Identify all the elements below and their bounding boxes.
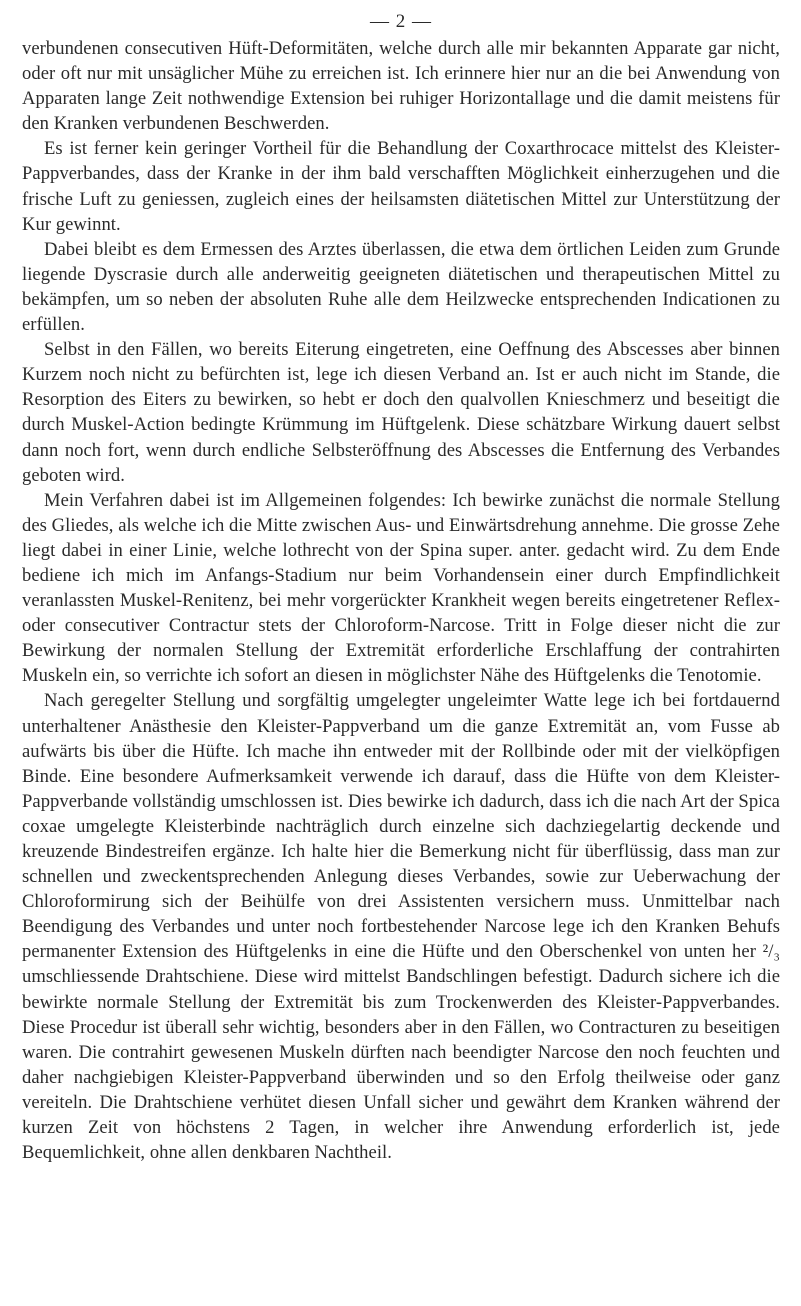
page-number: — 2 — (370, 11, 432, 32)
paragraph-3: Dabei bleibt es dem Ermessen des Arztes überlassen, die etwa dem örtlichen Leiden zum Grunde liegende Dyscrasie durch alle anderweitig geeigneten diätetischen und therapeutischen Mittel zu bekämpfen, um so neben der absoluten Ruhe alle dem Heilzwecke entsprechenden Indicationen zu erfüllen. (22, 238, 780, 336)
paragraph-5: Mein Verfahren dabei ist im Allgemeinen folgendes: Ich bewirke zunächst die normale Stellung des Gliedes, als welche ich die Mitte zwischen Aus- und Einwärtsdrehung annehme. Die grosse Zehe liegt dabei in einer Linie, welche lothrecht von der Spina super. anter. gedacht wird. Zu dem Ende bediene ich mich im Anfangs-Stadium nur beim Vorhandensein einer durch Empfindlichkeit veranlassten Muskel-Renitenz, bei mehr vorgerückter Krankheit wegen bereits eingetretener Reflex- oder consecutiver Contractur stets der Chloroform-Narcose. Tritt in Folge dieser nicht die zur Bewirkung der normalen Stellung der Extremität erforderliche Erschlaffung der contrahirten Muskeln ein, so verrichte ich sofort an diesen in möglichster Nähe des Hüftgelenks die Tenotomie. (22, 489, 780, 687)
document-page (22, 8, 780, 1165)
paragraph-2: Es ist ferner kein geringer Vortheil für die Behandlung der Coxarthrocace mittelst des Kleister-Pappverbandes, dass der Kranke in der ihm bald verschafften Möglichkeit einherzugehen und die frische Luft zu geniessen, zugleich eines der heilsamsten diätetischen Mittel zur Unterstützung der Kur gewinnt. (22, 138, 780, 235)
paragraph-1: verbundenen consecutiven Hüft-Deformitäten, welche durch alle mir bekannten Apparate gar nicht, oder oft nur mit unsäglicher Mühe zu erreichen ist. Ich erinnere hier nur an die bei Anwendung von Apparaten lange Zeit nothwendige Extension bei ruhiger Horizontallage und die damit meistens für den Kranken verbundenen Beschwerden. (22, 38, 780, 135)
paragraph-4: Selbst in den Fällen, wo bereits Eiterung eingetreten, eine Oeffnung des Abscesses aber binnen Kurzem noch nicht zu befürchten ist, lege ich diesen Verband an. Ist er auch nicht im Stande, die Resorption des Eiters zu bewirken, so hebt er doch den qualvollen Knieschmerz und beseitigt die durch Muskel-Action bedingte Krümmung im Hüftgelenk. Diese schätzbare Wirkung dauert selbst dann noch fort, wenn durch endliche Selbsteröffnung des Abscesses die Entfernung des Verbandes geboten wird. (22, 339, 780, 486)
paragraph-6: Nach geregelter Stellung und sorgfältig umgelegter ungeleimter Watte lege ich bei fortdauernd unterhaltener Anästhesie den Kleister-Pappverband um die ganze Extremität an, vom Fusse ab aufwärts bis über die Hüfte. Ich mache ihn entweder mit der Rollbinde oder mit der vielköpfigen Binde. Eine besondere Aufmerksamkeit verwende ich darauf, dass die Hüfte von dem Kleister-Pappverbande vollständig umschlossen ist. Dies bewirke ich dadurch, dass ich die nach Art der Spica coxae umgelegte Kleisterbinde nachträglich durch einzelne sich dachziegelartig deckende und kreuzende Bindestreifen ergänze. Ich halte hier die Bemerkung nicht für überflüssig, dass man zur schnellen und zweckentsprechenden Anlegung dieses Verbandes, sowie zur Ueberwachung der Chloroformirung sich der Beihülfe von drei Assistenten versichern muss. Unmittelbar nach Beendigung des Verbandes und unter noch fortbestehender Narcose lege ich den Kranken Behufs permanenter Extension des Hüftgelenks in eine die Hüfte und den Oberschenkel von unten her ²/₃ umschliessende Drahtschiene. Diese wird mittelst Bandschlingen befestigt. Dadurch sichere ich die bewirkte normale Stellung der Extremität bis zum Trockenwerden des Kleister-Pappverbandes. Diese Procedur ist überall sehr wichtig, besonders aber in den Fällen, wo Contracturen zu beseitigen waren. Die contrahirt gewesenen Muskeln dürften nach beendigter Narcose den noch feuchten und daher nachgiebigen Kleister-Pappverband überwinden und so den Erfolg theilweise oder ganz vereiteln. Die Drahtschiene verhütet diesen Unfall sicher und gewährt dem Kranken während der kurzen Zeit von höchstens 2 Tagen, in welcher ihre Anwendung erforderlich ist, jede Bequemlichkeit, ohne allen denkbaren Nachtheil. (22, 690, 780, 1164)
